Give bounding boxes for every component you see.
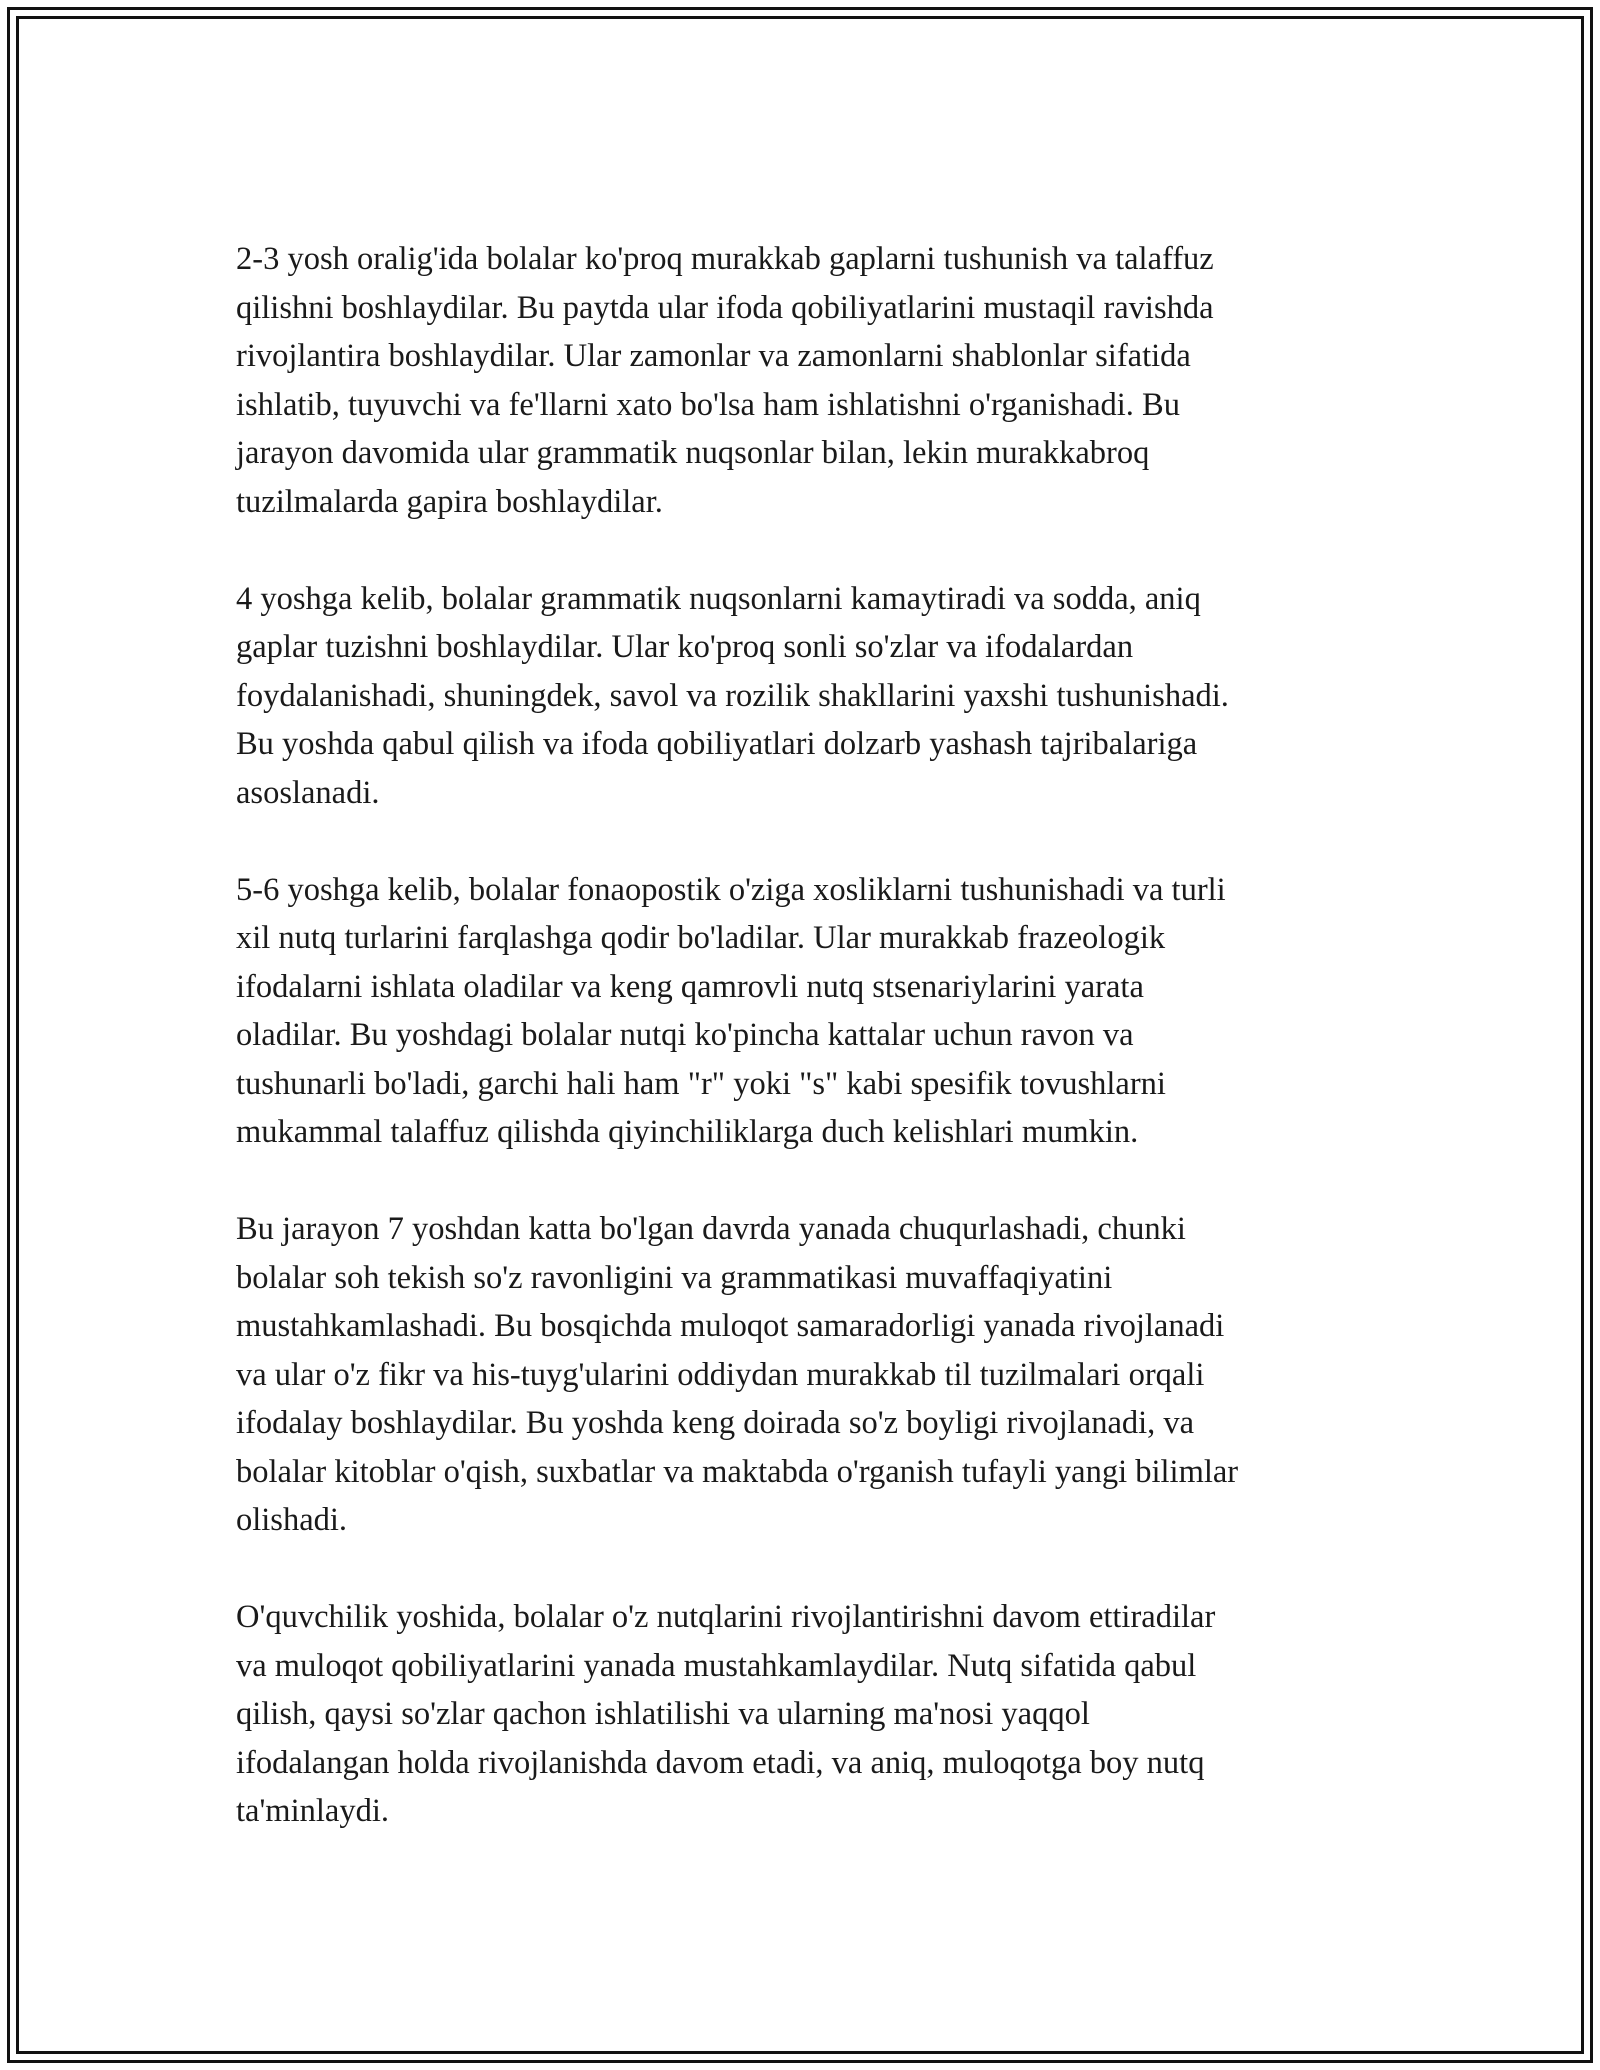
paragraph-age-4: 4 yoshga kelib, bolalar grammatik nuqsonlarni kamaytiradi va sodda, aniq gaplar tuzishni boshlaydilar. Ular ko'proq sonli so'zlar va ifodalardan foydalanishadi, shuningdek, savol va rozilik shakllarini yaxshi tushunishadi. Bu yoshda qabul qilish va ifoda qobiliyatlari dolzarb yashash tajribalariga asoslanadi. (236, 580, 1229, 811)
document-body (236, 235, 1376, 1836)
paragraph-age-7-plus: Bu jarayon 7 yoshdan katta bo'lgan davrda yanada chuqurlashadi, chunki bolalar soh tekish so'z ravonligini va grammatikasi muvaffaqiyatini mustahkamlashadi. Bu bosqichda muloqot samaradorligi yanada rivojlanadi va ular o'z fikr va his-tuyg'ularini oddiydan murakkab til tuzilmalari orqali ifodalay boshlaydilar. Bu yoshda keng doirada so'z boyligi rivojlanadi, va bolalar kitoblar o'qish, suxbatlar va maktabda o'rganish tufayli yangi bilimlar olishadi. (236, 1211, 1239, 1538)
paragraph-age-2-3: 2-3 yosh oralig'ida bolalar ko'proq murakkab gaplarni tushunish va talaffuz qilishni boshlaydilar. Bu paytda ular ifoda qobiliyatlarini mustaqil ravishda rivojlantira boshlaydilar. Ular zamonlar va zamonlarni shablonlar sifatida ishlatib, tuyuvchi va fe'llarni xato bo'lsa ham ishlatishni o'rganishadi. Bu jarayon davomida ular grammatik nuqsonlar bilan, lekin murakkabroq tuzilmalarda gapira boshlaydilar. (236, 241, 1214, 520)
paragraph-school-age: O'quvchilik yoshida, bolalar o'z nutqlarini rivojlantirishni davom ettiradilar va muloqot qobiliyatlarini yanada mustahkamlaydilar. Nutq sifatida qabul qilish, qaysi so'zlar qachon ishlatilishi va ularning ma'nosi yaqqol ifodalangan holda rivojlanishda davom etadi, va aniq, muloqotga boy nutq ta'minlaydi. (236, 1599, 1216, 1829)
paragraph-age-5-6: 5-6 yoshga kelib, bolalar fonaopostik o'ziga xosliklarni tushunishadi va turli xil nutq turlarini farqlashga qodir bo'ladilar. Ular murakkab frazeologik ifodalarni ishlata oladilar va keng qamrovli nutq stsenariylarini yarata oladilar. Bu yoshdagi bolalar nutqi ko'pincha kattalar uchun ravon va tushunarli bo'ladi, garchi hali ham "r" yoki "s" kabi spesifik tovushlarni mukammal talaffuz qilishda qiyinchiliklarga duch kelishlari mumkin. (236, 871, 1226, 1150)
